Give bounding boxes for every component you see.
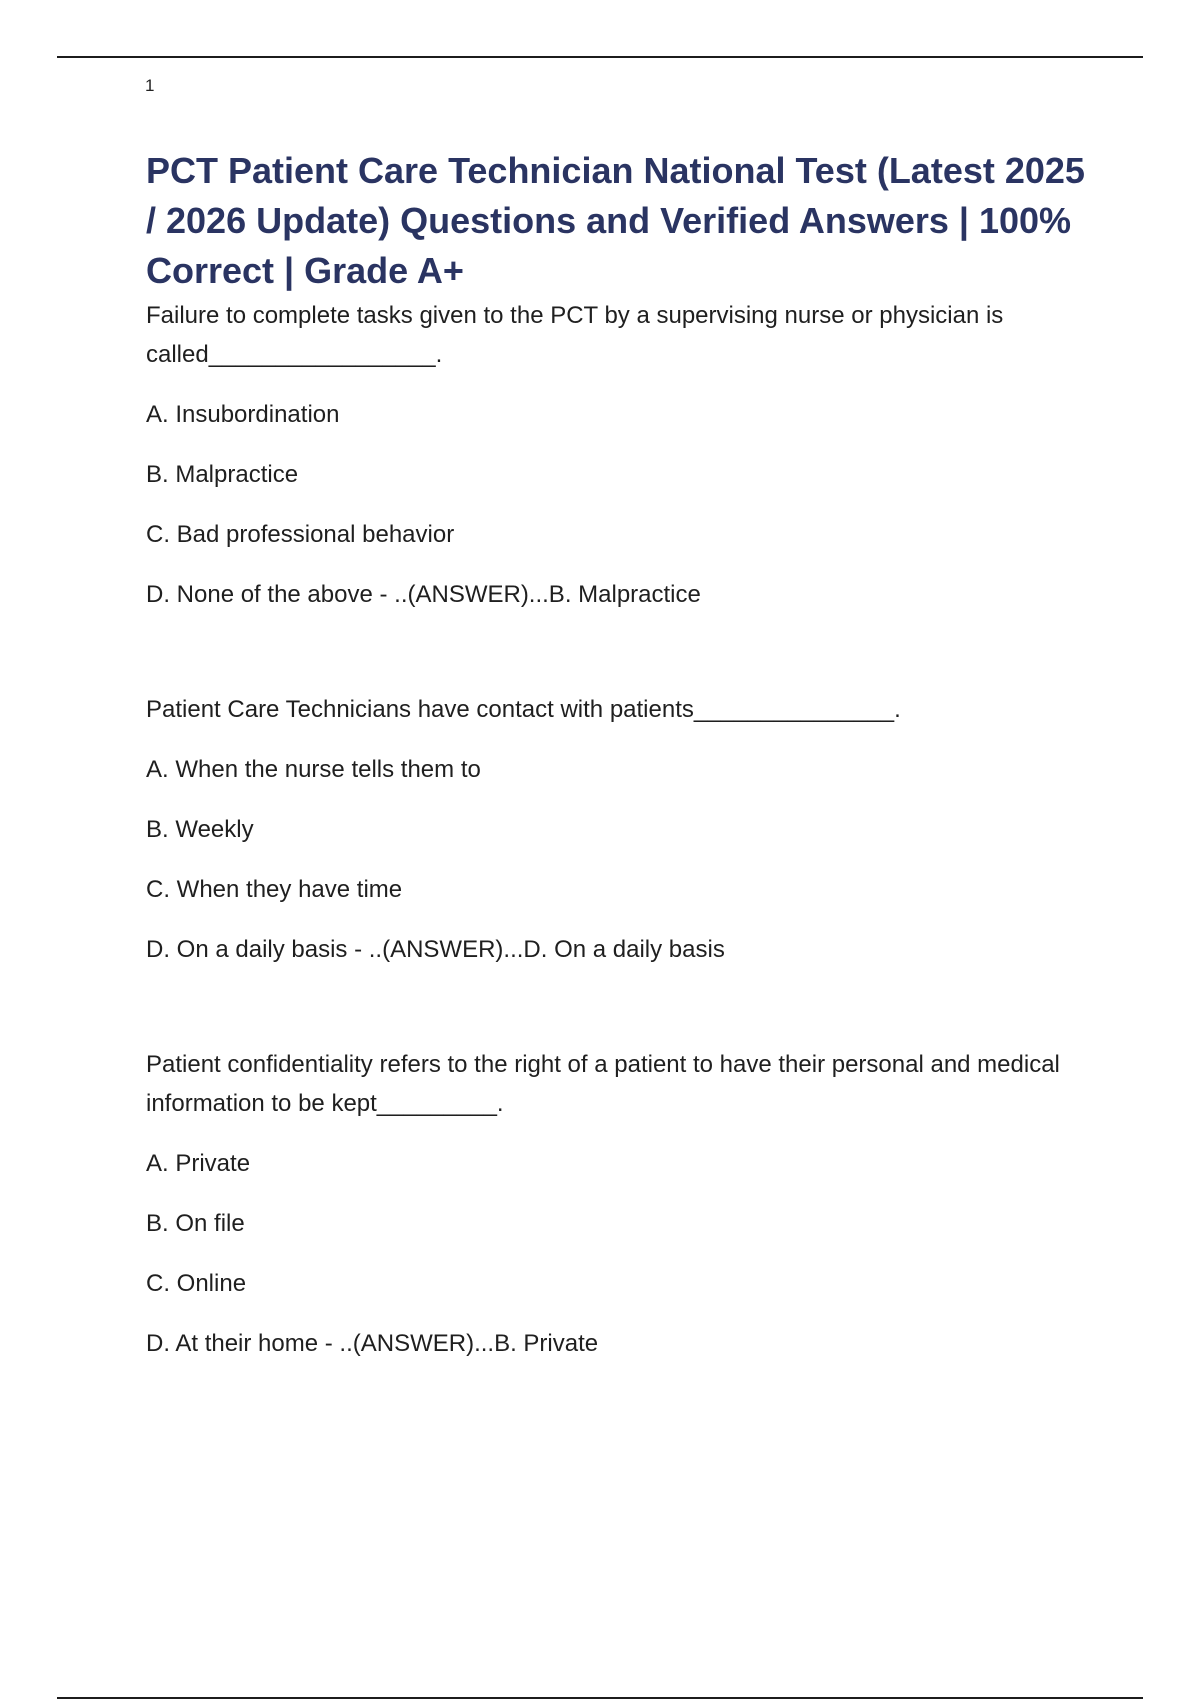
answer-option-a: A. When the nurse tells them to <box>146 756 481 783</box>
footer-rule <box>57 1697 1143 1699</box>
answer-option-b: B. Malpractice <box>146 461 299 488</box>
question-text: Patient Care Technicians have contact with patients_______________. <box>146 696 901 723</box>
answer-option-c: C. Bad professional behavior <box>146 521 455 548</box>
question-block-2 <box>146 690 1096 965</box>
answer-option-c: C. When they have time <box>146 876 403 903</box>
answer-option-d: D. None of the above - ..(ANSWER)...B. Malpractice <box>146 581 701 608</box>
question-block-3 <box>146 1045 1096 1359</box>
answer-option-c: C. Online <box>146 1270 247 1297</box>
question-text: Patient confidentiality refers to the right of a patient to have their personal and medical information to be kept_________. <box>146 1051 1060 1117</box>
answer-option-d: D. On a daily basis - ..(ANSWER)...D. On a daily basis <box>146 936 725 963</box>
answer-option-a: A. Private <box>146 1150 251 1177</box>
answer-option-d: D. At their home - ..(ANSWER)...B. Private <box>146 1330 599 1357</box>
question-text: Failure to complete tasks given to the PCT by a supervising nurse or physician is called_________________. <box>146 302 1004 368</box>
document-title: PCT Patient Care Technician National Test (Latest 2025 / 2026 Update) Questions and Verified Answers | 100% Correct | Grade A+ <box>146 150 1085 291</box>
answer-option-b: B. Weekly <box>146 816 254 843</box>
answer-option-b: B. On file <box>146 1210 245 1237</box>
question-block-1 <box>146 296 1096 610</box>
answer-option-a: A. Insubordination <box>146 401 340 428</box>
header-rule <box>57 56 1143 58</box>
document-body <box>146 146 1096 1359</box>
page-number: 1 <box>145 76 155 95</box>
